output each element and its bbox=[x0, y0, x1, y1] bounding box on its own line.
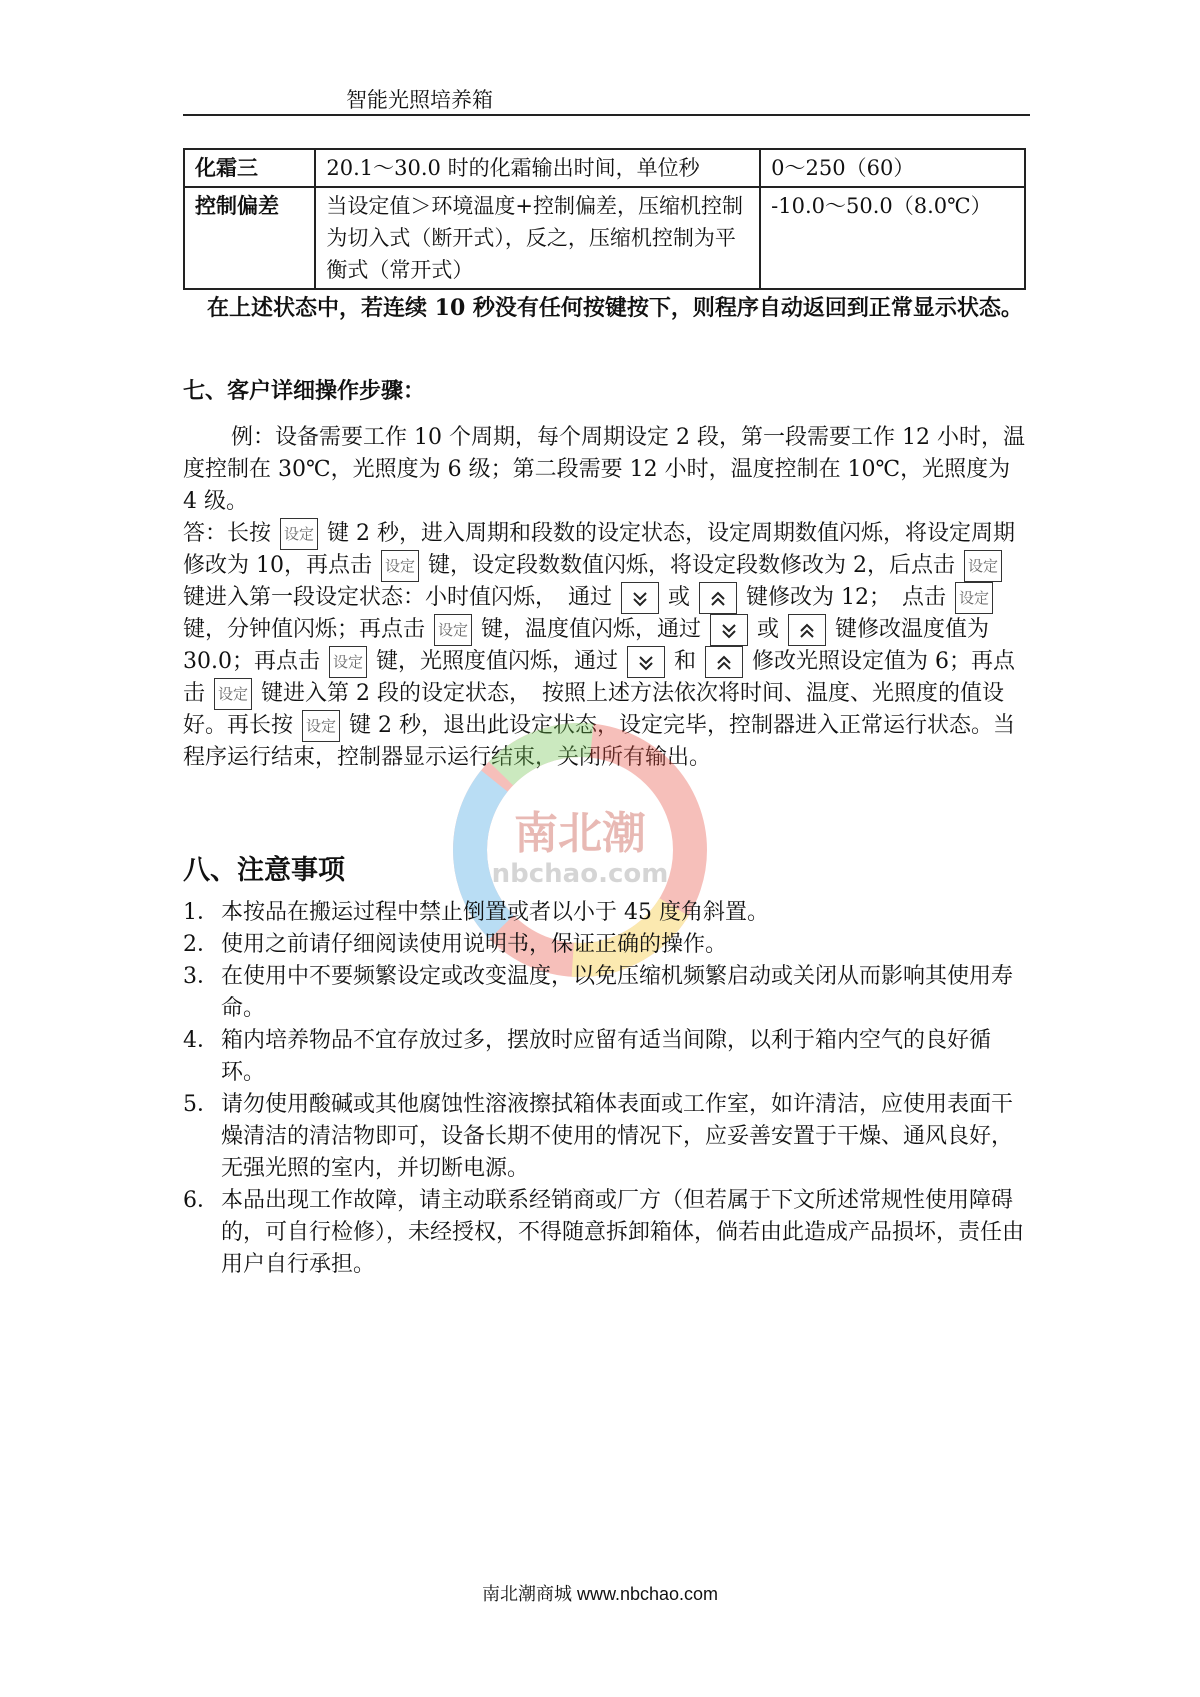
answer-text: 修改光照设定值为 6；再点击 bbox=[183, 649, 1016, 706]
param-desc: 当设定值＞环境温度+控制偏差，压缩机控制为切入式（断开式），反之，压缩机控制为平衡式（常开式） bbox=[315, 187, 760, 289]
list-text: 请勿使用酸碱或其他腐蚀性溶液擦拭箱体表面或工作室，如许清洁，应使用表面干燥清洁的清洁物即可，设备长期不使用的情况下，应妥善安置于干燥、通风良好，无强光照的室内，并切断电源。 bbox=[221, 1092, 1014, 1181]
param-name: 控制偏差 bbox=[184, 187, 315, 289]
parameter-table bbox=[183, 148, 1026, 290]
list-text: 在使用中不要频繁设定或改变温度，以免压缩机频繁启动或关闭从而影响其使用寿命。 bbox=[221, 964, 1014, 1021]
answer-text: 键，分钟值闪烁；再点击 bbox=[183, 617, 426, 642]
set-key-icon: 设定 bbox=[955, 582, 993, 614]
set-key-icon: 设定 bbox=[280, 518, 318, 550]
header-divider bbox=[183, 114, 1030, 116]
chevron-double-up-icon bbox=[705, 646, 743, 678]
list-item bbox=[183, 961, 1029, 1025]
answer-text: 或 bbox=[668, 585, 691, 610]
page-header-title: 智能光照培养箱 bbox=[346, 88, 493, 112]
list-number: 6． bbox=[183, 1188, 219, 1213]
list-text: 本品出现工作故障，请主动联系经销商或厂方（但若属于下文所述常规性使用障碍的，可自行检修），未经授权，不得随意拆卸箱体，倘若由此造成产品损坏，责任由用户自行承担。 bbox=[221, 1188, 1025, 1277]
answer-text: 键 2 秒，进入周期和段数的设定状态，设定周期数值闪烁，将设定周期修改为 10，再点击 bbox=[183, 521, 1016, 578]
chevron-double-up-icon bbox=[699, 582, 737, 614]
set-key-icon: 设定 bbox=[302, 710, 340, 742]
page-footer: 南北潮商城 www.nbchao.com bbox=[481, 1584, 719, 1604]
set-key-icon: 设定 bbox=[381, 550, 419, 582]
set-key-icon: 设定 bbox=[329, 646, 367, 678]
watermark-brand: 南北潮 bbox=[514, 808, 646, 859]
answer-text: 键 2 秒，退出此设定状态，设定完毕，控制器进入正常运行状态。当程序运行结束，控制器显示运行结束，关闭所有输出。 bbox=[183, 713, 1016, 770]
answer-text: 键，设定段数数值闪烁，将设定段数修改为 2，后点击 bbox=[428, 553, 955, 578]
list-number: 4． bbox=[183, 1028, 219, 1053]
list-number: 5． bbox=[183, 1092, 219, 1117]
answer-text: 或 bbox=[757, 617, 780, 642]
section-8-heading: 八、注意事项 bbox=[183, 855, 345, 886]
section-7-heading: 七、客户详细操作步骤： bbox=[183, 378, 426, 404]
param-desc: 20.1～30.0 时的化霜输出时间，单位秒 bbox=[315, 149, 760, 187]
list-number: 2． bbox=[183, 932, 219, 957]
set-key-icon: 设定 bbox=[434, 614, 472, 646]
table-row bbox=[184, 187, 1025, 289]
list-text: 本按品在搬运过程中禁止倒置或者以小于 45 度角斜置。 bbox=[221, 900, 769, 925]
table-row bbox=[184, 149, 1025, 187]
set-key-icon: 设定 bbox=[964, 550, 1002, 582]
answer-text: 键，光照度值闪烁，通过 bbox=[376, 649, 619, 674]
answer-text: 键修改为 12； 点击 bbox=[746, 585, 947, 610]
example-paragraph: 例：设备需要工作 10 个周期，每个周期设定 2 段，第一段需要工作 12 小时，温度控制在 30℃，光照度为 6 级；第二段需要 12 小时，温度控制在 10℃，光照度为 4 级。 bbox=[183, 425, 1025, 514]
list-text: 箱内培养物品不宜存放过多，摆放时应留有适当间隙，以利于箱内空气的良好循环。 bbox=[221, 1028, 992, 1085]
answer-text: 键修改温度值为 30.0；再点击 bbox=[183, 617, 990, 674]
answer-text: 键，温度值闪烁，通过 bbox=[481, 617, 702, 642]
chevron-double-down-icon bbox=[710, 614, 748, 646]
set-key-icon: 设定 bbox=[214, 678, 252, 710]
chevron-double-down-icon bbox=[627, 646, 665, 678]
list-item bbox=[183, 1185, 1029, 1281]
timeout-notice: 在上述状态中，若连续 10 秒没有任何按键按下，则程序自动返回到正常显示状态。 bbox=[207, 295, 1023, 321]
answer-text: 答：长按 bbox=[183, 521, 272, 546]
chevron-double-down-icon bbox=[621, 582, 659, 614]
answer-text: 键进入第一段设定状态：小时值闪烁， 通过 bbox=[183, 585, 613, 610]
list-number: 3． bbox=[183, 964, 219, 989]
param-range: 0～250（60） bbox=[760, 149, 1025, 187]
answer-text: 和 bbox=[674, 649, 697, 674]
list-item bbox=[183, 1025, 1029, 1089]
param-range: -10.0～50.0（8.0℃） bbox=[760, 187, 1025, 289]
list-number: 1． bbox=[183, 900, 219, 925]
watermark-domain: nbchao.com bbox=[491, 859, 669, 889]
notes-list bbox=[183, 897, 1029, 1281]
list-text: 使用之前请仔细阅读使用说明书，保证正确的操作。 bbox=[221, 932, 728, 957]
list-item bbox=[183, 1089, 1029, 1185]
chevron-double-up-icon bbox=[788, 614, 826, 646]
answer-text: 键进入第 2 段的设定状态， 按照上述方法依次将时间、温度、光照度的值设好。再长按 bbox=[183, 681, 1005, 738]
param-name: 化霜三 bbox=[184, 149, 315, 187]
list-item bbox=[183, 897, 1029, 929]
list-item bbox=[183, 929, 1029, 961]
